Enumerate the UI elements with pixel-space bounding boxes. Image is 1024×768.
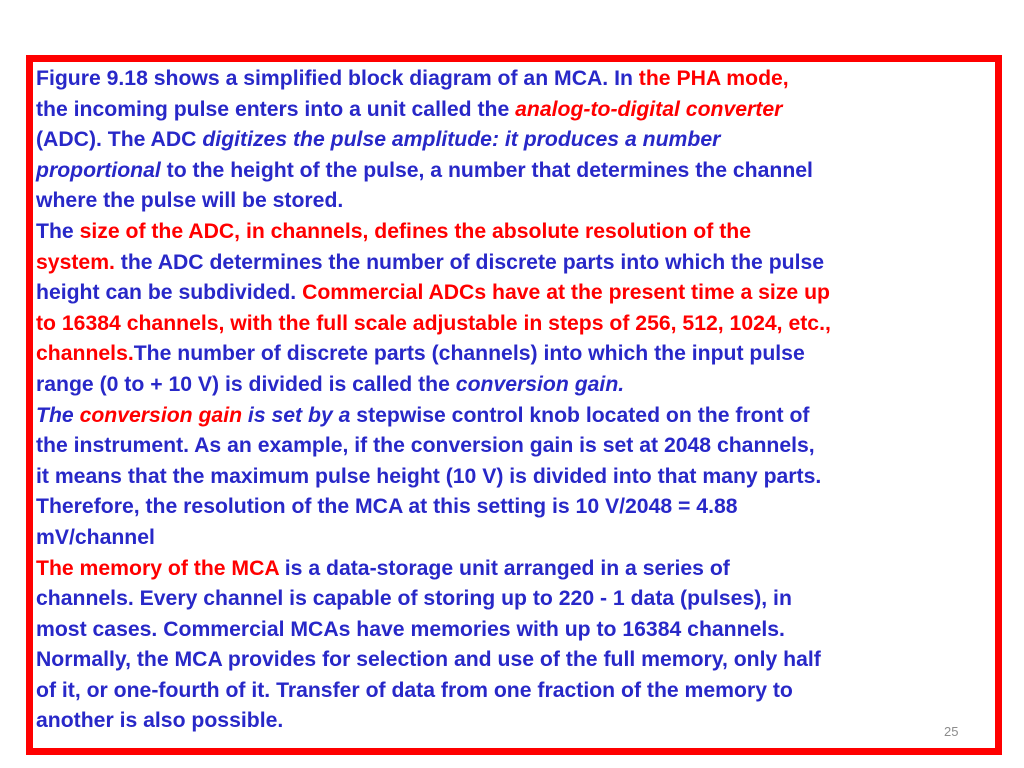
text-line: [36, 64, 1006, 95]
text-line: [36, 217, 1006, 248]
highlighted-text: system.: [36, 250, 115, 274]
text-line: [36, 248, 1006, 279]
text-line: [36, 584, 1006, 615]
text-line: [36, 370, 1006, 401]
highlighted-text: size of the ADC, in channels, defines the absolute resolution of the: [79, 219, 751, 243]
body-text: mV/channel: [36, 525, 155, 549]
text-line: [36, 615, 1006, 646]
body-text: is set by a: [242, 403, 351, 427]
body-text: the instrument. As an example, if the conversion gain is set at 2048 channels,: [36, 434, 815, 458]
body-text: range (0 to + 10 V) is divided is called the: [36, 372, 456, 396]
text-line: [36, 339, 1006, 370]
text-line: [36, 645, 1006, 676]
text-line: [36, 95, 1006, 126]
body-text: to the height of the pulse, a number that determines the channel: [160, 158, 813, 182]
body-text: of it, or one-fourth of it. Transfer of data from one fraction of the memory to: [36, 678, 793, 702]
highlighted-text: Commercial ADCs have at the present time a size up: [302, 281, 830, 305]
highlighted-text: the PHA mode,: [638, 67, 789, 90]
body-text: The: [36, 403, 80, 427]
highlighted-text: analog-to-digital converter: [515, 97, 783, 121]
body-text: conversion gain.: [455, 372, 625, 396]
text-line: [36, 401, 1006, 432]
body-text: stepwise control knob located on the front of: [350, 403, 810, 427]
body-text: Figure 9.18 shows a simplified block diagram of an MCA. In: [36, 67, 639, 90]
body-text: The: [36, 219, 80, 243]
body-text: channels. Every channel is capable of storing up to 220 - 1 data (pulses), in: [36, 587, 792, 611]
page-number: 25: [944, 724, 959, 739]
highlighted-text: channels.: [36, 342, 134, 366]
text-line: [36, 554, 1006, 585]
body-text: the incoming pulse enters into a unit called the: [36, 97, 516, 121]
body-text: it means that the maximum pulse height (10 V) is divided into that many parts.: [36, 464, 822, 488]
body-text: proportional: [36, 158, 161, 182]
body-text: Normally, the MCA provides for selection and use of the full memory, only half: [36, 648, 821, 672]
slide-body-text: [36, 64, 1006, 737]
text-line: [36, 523, 1006, 554]
text-line: [36, 492, 1006, 523]
body-text: is a data-storage unit arranged in a series of: [278, 556, 730, 580]
body-text: Therefore, the resolution of the MCA at this setting is 10 V/2048 = 4.88: [36, 495, 738, 519]
highlighted-text: The memory of the MCA: [36, 556, 279, 580]
body-text: digitizes the pulse amplitude: it produces a number: [202, 128, 721, 152]
text-line: [36, 186, 1006, 217]
text-line: [36, 125, 1006, 156]
body-text: (ADC). The ADC: [36, 128, 203, 152]
text-line: [36, 706, 1006, 737]
text-line: [36, 676, 1006, 707]
text-line: [36, 156, 1006, 187]
highlighted-text: to 16384 channels, with the full scale adjustable in steps of 256, 512, 1024, etc.,: [36, 311, 831, 335]
body-text: another is also possible.: [36, 709, 284, 733]
body-text: where the pulse will be stored.: [36, 189, 344, 213]
body-text: most cases. Commercial MCAs have memories with up to 16384 channels.: [36, 617, 785, 641]
body-text: the ADC determines the number of discrete parts into which the pulse: [114, 250, 825, 274]
body-text: The number of discrete parts (channels) into which the input pulse: [133, 342, 805, 366]
text-line: [36, 309, 1006, 340]
text-line: [36, 462, 1006, 493]
body-text: height can be subdivided.: [36, 281, 303, 305]
highlighted-text: conversion gain: [79, 403, 243, 427]
text-line: [36, 431, 1006, 462]
text-line: [36, 278, 1006, 309]
